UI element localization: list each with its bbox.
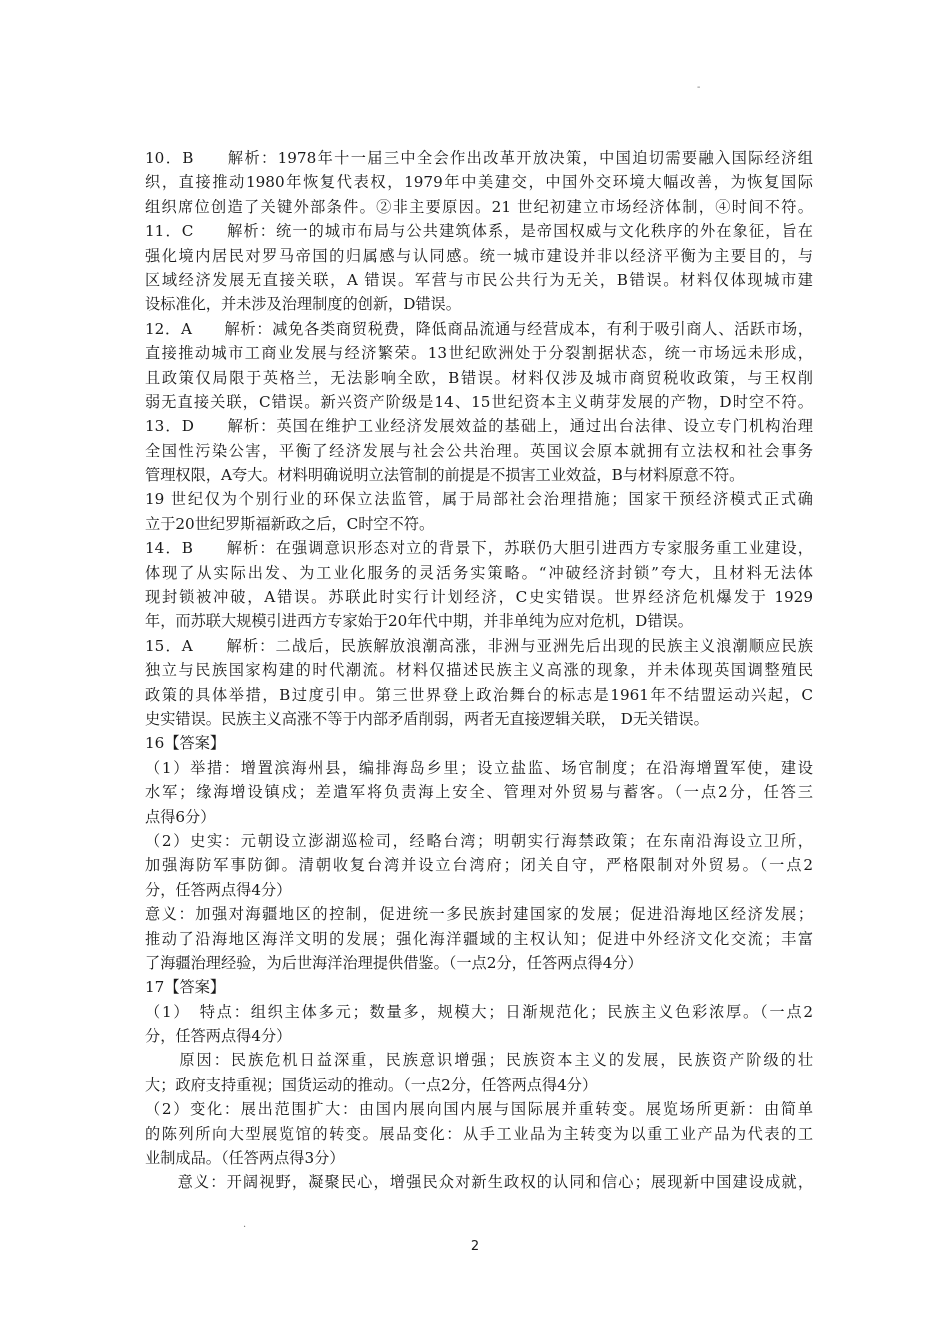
text-line: 组织席位创造了关键外部条件。②非主要原因。21 世纪初建立市场经济体制，④时间不符。 — [145, 197, 813, 216]
text-line: 分，任答两点得4分） — [145, 1027, 292, 1046]
text-line: 分，任答两点得4分） — [145, 880, 292, 899]
text-line: 17【答案】 — [145, 978, 226, 997]
text-line: （2）史实：元朝设立澎湖巡检司，经略台湾；明朝实行海禁政策；在东南沿海设立卫所， — [145, 831, 813, 850]
text-line: （1）举措：增置滨海州县，编排海岛乡里；设立盐监、场官制度；在沿海增置军使，建设 — [145, 758, 813, 777]
text-line: 现封锁被冲破，A错误。苏联此时实行计划经济，C史实错误。世界经济危机爆发于 1929 — [145, 588, 813, 607]
text-line: 全国性污染公害，平衡了经济发展与社会公共治理。英国议会原本就拥有立法权和社会事务 — [145, 441, 813, 460]
text-line: 且政策仅局限于英格兰，无法影响全欧，B错误。材料仅涉及城市商贸税收政策，与王权削 — [145, 368, 813, 387]
text-line: 织，直接推动1980年恢复代表权，1979年中美建交，中国外交环境大幅改善，为恢复国际 — [145, 173, 813, 192]
text-line: 政策的具体举措，B过度引申。第三世界登上政治舞台的标志是1961年不结盟运动兴起，C — [145, 685, 813, 704]
footer-mark: · — [243, 1222, 247, 1233]
text-line: 14．B 解析：在强调意识形态对立的背景下，苏联仍大胆引进西方专家服务重工业建设， — [145, 539, 813, 558]
text-line: 史实错误。民族主义高涨不等于内部矛盾削弱，两者无直接逻辑关联， D无关错误。 — [145, 709, 709, 728]
text-line: 业制成品。（任答两点得3分） — [145, 1149, 345, 1168]
text-line: 年，而苏联大规模引进西方专家始于20年代中期，并非单纯为应对危机，D错误。 — [145, 612, 693, 631]
answer-text-body — [145, 146, 813, 1195]
page-number: 2 — [470, 1239, 480, 1254]
text-line: 原因：民族危机日益深重，民族意识增强；民族资本主义的发展，民族资产阶级的壮 — [145, 1051, 813, 1070]
text-line: 加强海防军事防御。清朝收复台湾并设立台湾府；闭关自守，严格限制对外贸易。（一点2 — [145, 856, 813, 875]
text-line: 了海疆治理经验，为后世海洋治理提供借鉴。（一点2分，任答两点得4分） — [145, 953, 643, 972]
text-line: 体现了从实际出发、为工业化服务的灵活务实策略。“冲破经济封锁”夸大，且材料无法体 — [145, 563, 813, 582]
text-line: 推动了沿海地区海洋文明的发展；强化海洋疆域的主权认知；促进中外经济文化交流；丰富 — [145, 929, 813, 948]
text-line: 的陈列所向大型展览馆的转变。展品变化：从手工业品为主转变为以重工业产品为代表的工 — [145, 1124, 813, 1143]
text-line: 独立与民族国家构建的时代潮流。材料仅描述民族主义高涨的现象，并未体现英国调整殖民 — [145, 661, 813, 680]
text-line: 区域经济发展无直接关联，A 错误。军营与市民公共行为无关，B错误。材料仅体现城市建 — [145, 270, 813, 289]
text-line: （1） 特点：组织主体多元；数量多，规模大；日渐规范化；民族主义色彩浓厚。（一点2 — [145, 1002, 813, 1021]
text-line: 直接推动城市工商业发展与经济繁荣。13世纪欧洲处于分裂割据状态，统一市场远未形成， — [145, 344, 813, 363]
text-line: 意义：开阔视野，凝聚民心，增强民众对新生政权的认同和信心；展现新中国建设成就， — [145, 1173, 813, 1192]
text-line: （2）变化：展出范围扩大：由国内展向国内展与国际展并重转变。展览场所更新：由简单 — [145, 1100, 813, 1119]
text-line: 管理权限，A夸大。材料明确说明立法管制的前提是不损害工业效益，B与材料原意不符。 — [145, 466, 745, 485]
text-line: 设标准化，并未涉及治理制度的创新，D错误。 — [145, 295, 461, 314]
text-line: 点得6分） — [145, 807, 216, 826]
text-line: 15．A 解析：二战后，民族解放浪潮高涨，非洲与亚洲先后出现的民族主义浪潮顺应民族 — [145, 636, 813, 655]
text-line: 立于20世纪罗斯福新政之后，C时空不符。 — [145, 514, 435, 533]
text-line: 13．D 解析：英国在维护工业经济发展效益的基础上，通过出台法律、设立专门机构治理 — [145, 417, 813, 436]
text-line: 弱无直接关联，C错误。新兴资产阶级是14、15世纪资本主义萌芽发展的产物，D时空不符。 — [145, 392, 813, 411]
text-line: 12．A 解析：减免各类商贸税费，降低商品流通与经营成本，有利于吸引商人、活跃市场， — [145, 319, 813, 338]
text-line: 意义：加强对海疆地区的控制，促进统一多民族封建国家的发展；促进沿海地区经济发展； — [145, 905, 813, 924]
text-line: 11．C 解析：统一的城市布局与公共建筑体系，是帝国权威与文化秩序的外在象征，旨在 — [145, 222, 813, 241]
text-line: 强化境内居民对罗马帝国的归属感与认同感。统一城市建设并非以经济平衡为主要目的，与 — [145, 246, 813, 265]
text-line: 水军；缘海增设镇戍；差遣军将负责海上安全、管理对外贸易与蓄客。（一点2分，任答三 — [145, 783, 813, 802]
text-line: 19 世纪仅为个别行业的环保立法监管，属于局部社会治理措施；国家干预经济模式正式确 — [145, 490, 813, 509]
text-line: 10．B 解析：1978年十一届三中全会作出改革开放决策，中国迫切需要融入国际经济组 — [145, 149, 813, 167]
text-line: 大；政府支持重视；国货运动的推动。（一点2分，任答两点得4分） — [145, 1075, 598, 1094]
text-line: 16【答案】 — [145, 734, 226, 753]
header-mark: - — [697, 82, 701, 93]
